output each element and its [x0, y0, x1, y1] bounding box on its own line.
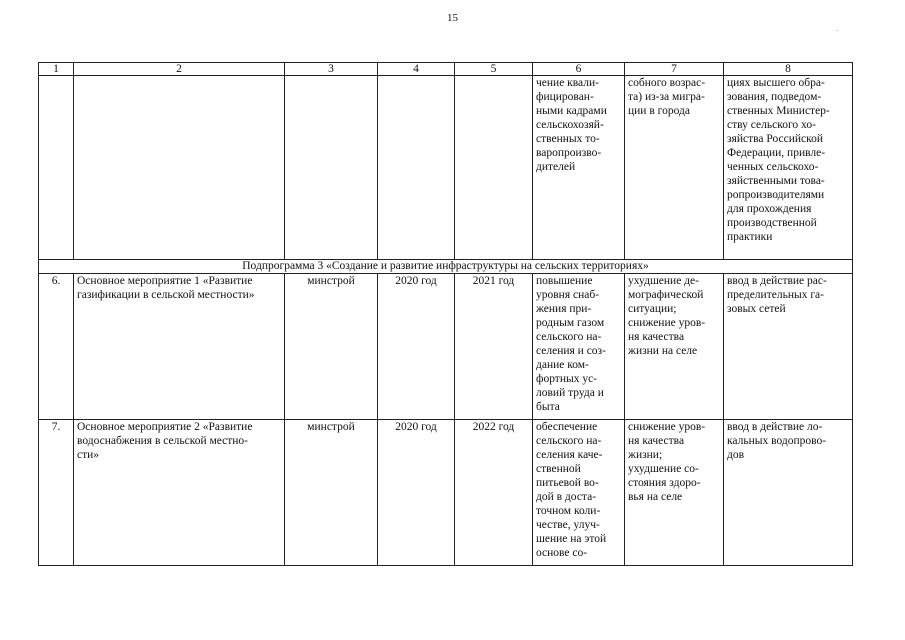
- event-cell: [74, 274, 285, 420]
- cell-text-line: ухудшение со-: [628, 463, 699, 475]
- cell-text-line: ввод в действие рас-: [727, 275, 827, 287]
- subprogram-title: Подпрограмма 3 «Создание и развитие инфраструктуры на сельских территориях»: [39, 260, 853, 274]
- cell-text-line: Основное мероприятие 2 «Развитие: [77, 421, 253, 433]
- header-cell: 7: [625, 63, 724, 76]
- cell-text-line: практики: [727, 231, 773, 243]
- cell-text-line: снижение уров-: [628, 317, 706, 329]
- cell-text-line: водоснабжения в сельской местно-: [77, 435, 249, 447]
- cell-text-line: дание ком-: [536, 359, 589, 371]
- cell-text-line: дой в доста-: [536, 491, 597, 503]
- cell-text-line: ввод в действие ло-: [727, 421, 823, 433]
- empty-cell: [455, 76, 533, 260]
- page-number: 15: [447, 12, 458, 24]
- cell-text-line: селения и соз-: [536, 345, 606, 357]
- cell-text-line: фортных ус-: [536, 373, 598, 385]
- cell-text-line: вья на селе: [628, 491, 683, 503]
- cell-text-line: ня качества: [628, 435, 685, 447]
- cell-text-line: сельского на-: [536, 331, 602, 343]
- cell-text-line: ции в города: [628, 105, 690, 117]
- cell-text-line: селения каче-: [536, 449, 603, 461]
- cell-text-line: фицирован-: [536, 91, 594, 103]
- program-table: [38, 62, 853, 566]
- start-cell: 2020 год: [378, 420, 455, 566]
- continuation-row: [39, 76, 853, 260]
- cell-text-line: зяйства Российской: [727, 133, 824, 145]
- cell-text-line: дителей: [536, 161, 576, 173]
- cell-text-line: точном коли-: [536, 505, 601, 517]
- cell-text-line: ственной: [536, 463, 581, 475]
- header-cell: 8: [724, 63, 853, 76]
- cell-text-line: снижение уров-: [628, 421, 706, 433]
- result-cell: [533, 274, 625, 420]
- indicators-cell: [724, 420, 853, 566]
- end-cell: 2022 год: [455, 420, 533, 566]
- cell-text-line: циях высшего обра-: [727, 77, 825, 89]
- header-cell: 1: [39, 63, 74, 76]
- cell-text-line: жизни на селе: [628, 345, 698, 357]
- empty-cell: [378, 76, 455, 260]
- cell-text-line: пределительных га-: [727, 289, 824, 301]
- cell-text-line: ченных сельскохо-: [727, 161, 819, 173]
- cell-text-line: кальных водопрово-: [727, 435, 827, 447]
- consequences-cell: [625, 274, 724, 420]
- start-cell: 2020 год: [378, 274, 455, 420]
- executor-cell: минстрой: [285, 274, 378, 420]
- cell-text-line: быта: [536, 401, 560, 413]
- event-cell: [74, 420, 285, 566]
- cell-text-line: обеспечение: [536, 421, 598, 433]
- cell-text-line: ропроизводителями: [727, 189, 825, 201]
- cell-text-line: чение квали-: [536, 77, 599, 89]
- result-cell: [533, 76, 625, 260]
- subprogram-row: [39, 260, 853, 274]
- cell-text-line: ловий труда и: [536, 387, 604, 399]
- table-header-row: [39, 63, 853, 76]
- row-number: 7.: [39, 420, 74, 566]
- cell-text-line: ня качества: [628, 331, 685, 343]
- cell-text-line: сти»: [77, 449, 100, 461]
- row-number: 6.: [39, 274, 74, 420]
- cell-text-line: варопроизво-: [536, 147, 602, 159]
- cell-text-line: ситуации;: [628, 303, 677, 315]
- cell-text-line: стояния здоро-: [628, 477, 701, 489]
- cell-text-line: сельского на-: [536, 435, 602, 447]
- cell-text-line: ственных Министер-: [727, 105, 830, 117]
- cell-text-line: основе со-: [536, 547, 588, 559]
- cell-text-line: дов: [727, 449, 745, 461]
- cell-text-line: жизни;: [628, 449, 663, 461]
- consequences-cell: [625, 76, 724, 260]
- corner-mark: .: [836, 24, 838, 33]
- cell-text-line: та) из-за мигра-: [628, 91, 705, 103]
- cell-text-line: ухудшение де-: [628, 275, 699, 287]
- header-cell: 2: [74, 63, 285, 76]
- cell-text-line: сельскохозяй-: [536, 119, 604, 131]
- header-cell: 6: [533, 63, 625, 76]
- cell-text-line: ными кадрами: [536, 105, 607, 117]
- cell-text-line: родным газом: [536, 317, 605, 329]
- cell-text-line: Федерации, привле-: [727, 147, 826, 159]
- consequences-cell: [625, 420, 724, 566]
- cell-text-line: собного возрас-: [628, 77, 706, 89]
- indicators-cell: [724, 274, 853, 420]
- cell-text-line: шение на этой: [536, 533, 607, 545]
- cell-text-line: газификации в сельской местности»: [77, 289, 255, 301]
- cell-text-line: зования, подведом-: [727, 91, 822, 103]
- header-cell: 3: [285, 63, 378, 76]
- cell-text-line: повышение: [536, 275, 593, 287]
- cell-text-line: честве, улуч-: [536, 519, 600, 531]
- end-cell: 2021 год: [455, 274, 533, 420]
- header-cell: 5: [455, 63, 533, 76]
- empty-cell: [285, 76, 378, 260]
- cell-text-line: мографической: [628, 289, 704, 301]
- cell-text-line: ству сельского хо-: [727, 119, 816, 131]
- cell-text-line: ственных то-: [536, 133, 600, 145]
- cell-text-line: зяйственными това-: [727, 175, 825, 187]
- header-cell: 4: [378, 63, 455, 76]
- cell-text-line: Основное мероприятие 1 «Развитие: [77, 275, 253, 287]
- result-cell: [533, 420, 625, 566]
- table-row: [39, 274, 853, 420]
- cell-text-line: питьевой во-: [536, 477, 599, 489]
- empty-cell: [74, 76, 285, 260]
- cell-text-line: уровня снаб-: [536, 289, 600, 301]
- cell-text-line: зовых сетей: [727, 303, 786, 315]
- empty-cell: [39, 76, 74, 260]
- indicators-cell: [724, 76, 853, 260]
- table-row: [39, 420, 853, 566]
- cell-text-line: производственной: [727, 217, 817, 229]
- executor-cell: минстрой: [285, 420, 378, 566]
- cell-text-line: для прохождения: [727, 203, 812, 215]
- cell-text-line: жения при-: [536, 303, 592, 315]
